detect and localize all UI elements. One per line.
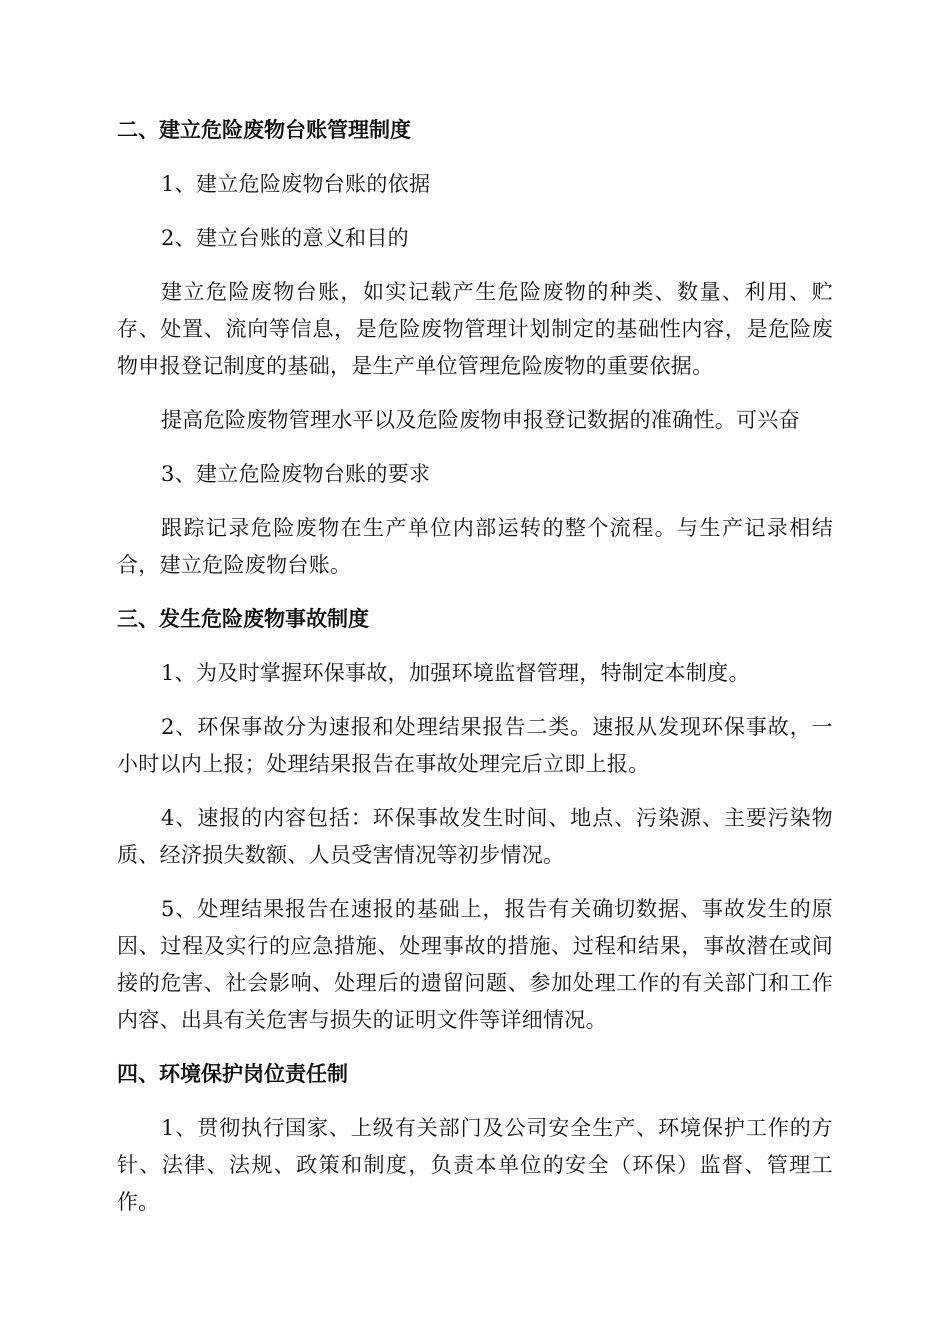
item-3-5: 5、处理结果报告在速报的基础上，报告有关确切数据、事故发生的原因、过程及实行的应急措施、处理事故的措施、过程和结果，事故潜在或间接的危害、社会影响、处理后的遗留问题、参加处理工作的有关部门和工作内容、出具有关危害与损失的证明文件等详细情况。: [117, 897, 833, 1032]
section-heading-4: 四、环境保护岗位责任制: [117, 1062, 348, 1086]
item-4-1: 1、贯彻执行国家、上级有关部门及公司安全生产、环境保护工作的方针、法律、法规、政策和制度，负责本单位的安全（环保）监督、管理工作。: [117, 1116, 833, 1214]
item-3-1: 1、为及时掌握环保事故，加强环境监督管理，特制定本制度。: [161, 661, 750, 685]
paragraph-improve-accuracy: 提高危险废物管理水平以及危险废物申报登记数据的准确性。可兴奋: [161, 408, 800, 432]
item-2-2: 2、建立台账的意义和目的: [161, 226, 409, 250]
item-3-4: 4、速报的内容包括：环保事故发生时间、地点、污染源、主要污染物质、经济损失数额、人员受害情况等初步情况。: [117, 806, 833, 867]
paragraph-track-process: 跟踪记录危险废物在生产单位内部运转的整个流程。与生产记录相结合，建立危险废物台账。: [117, 516, 833, 577]
paragraph-ledger-purpose: 建立危险废物台账，如实记载产生危险废物的种类、数量、利用、贮存、处置、流向等信息，是危险废物管理计划制定的基础性内容，是危险废物申报登记制度的基础，是生产单位管理危险废物的重要依据。: [117, 280, 833, 378]
item-2-3: 3、建立危险废物台账的要求: [161, 462, 431, 486]
section-heading-2: 二、建立危险废物台账管理制度: [117, 118, 411, 142]
item-2-1: 1、建立危险废物台账的依据: [161, 172, 431, 196]
section-heading-3: 三、发生危险废物事故制度: [117, 607, 369, 631]
item-3-2: 2、环保事故分为速报和处理结果报告二类。速报从发现环保事故，一小时以内上报；处理结果报告在事故处理完后立即上报。: [117, 715, 833, 776]
document-body: [117, 112, 833, 1238]
